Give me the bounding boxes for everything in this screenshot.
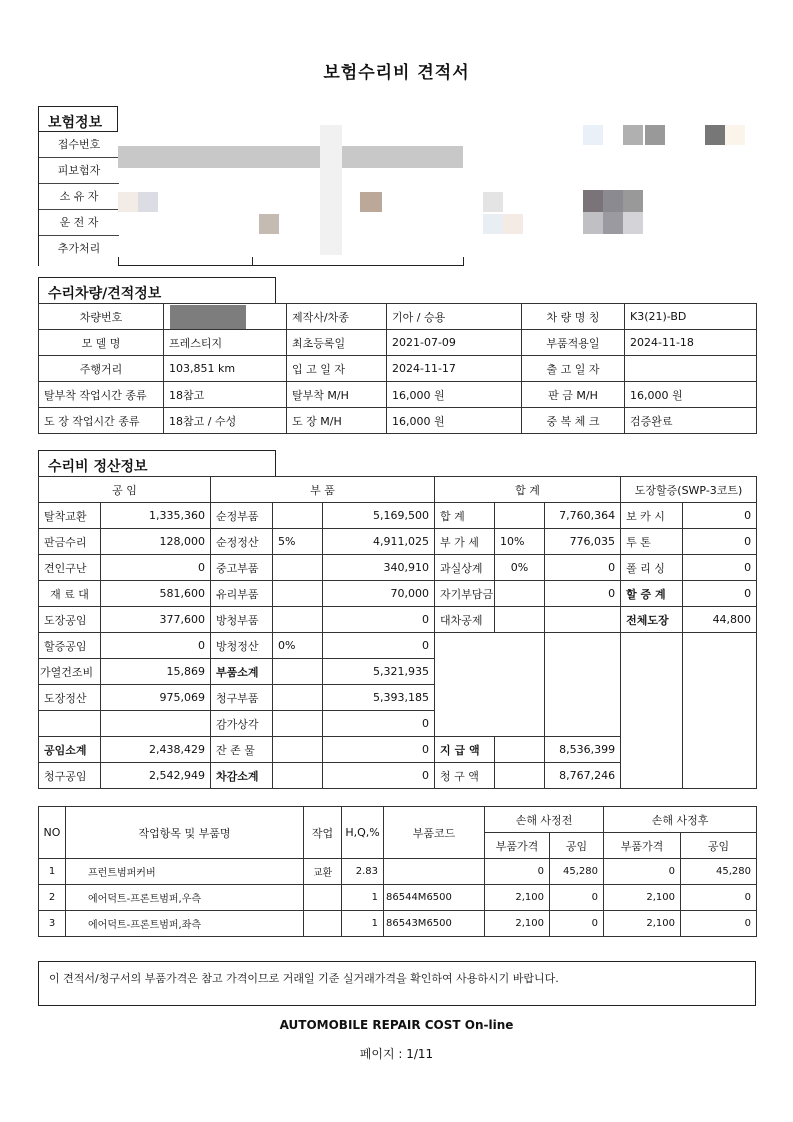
cost-label: 합 계 — [435, 503, 495, 529]
cost-rate — [273, 685, 323, 711]
row-no: 1 — [39, 859, 66, 885]
row-before-price: 0 — [485, 859, 550, 885]
cost-value: 776,035 — [545, 529, 621, 555]
detach-mh-label: 탈부착 M/H — [287, 382, 387, 408]
cost-value: 0 — [323, 711, 435, 737]
maker-label: 제작사/차종 — [287, 304, 387, 330]
cost-label: 투 톤 — [621, 529, 683, 555]
paint-time-label: 도 장 작업시간 종류 — [39, 408, 164, 434]
ins-label-extra: 추가처리 — [57, 242, 101, 255]
insurance-underline — [118, 258, 464, 266]
cost-value: 44,800 — [683, 607, 757, 633]
insurance-info — [38, 106, 464, 266]
detach-mh-value: 16,000 원 — [387, 382, 522, 408]
row-before-labor: 0 — [550, 885, 604, 911]
cost-value: 0 — [101, 555, 211, 581]
col-before: 손해 사정전 — [485, 807, 604, 833]
cost-value: 0 — [683, 581, 757, 607]
row-no: 2 — [39, 885, 66, 911]
cost-label: 부품소계 — [211, 659, 273, 685]
cost-value: 5,321,935 — [323, 659, 435, 685]
cost-value: 581,600 — [101, 581, 211, 607]
parts-date-value: 2024-11-18 — [625, 330, 757, 356]
col-hq: H,Q,% — [342, 807, 384, 859]
table-row — [39, 885, 757, 911]
col-no: NO — [39, 807, 66, 859]
cost-value: 340,910 — [323, 555, 435, 581]
cost-rate: 0% — [273, 633, 323, 659]
row-after-labor: 0 — [681, 911, 757, 937]
cost-label: 재 료 대 — [39, 581, 101, 607]
total-empty-area — [545, 633, 621, 737]
cost-rate: 0% — [495, 555, 545, 581]
vehicle-number-label: 차량번호 — [39, 304, 164, 330]
in-date-value: 2024-11-17 — [387, 356, 522, 382]
cost-label: 부 가 세 — [435, 529, 495, 555]
dup-check-value: 검증완료 — [625, 408, 757, 434]
cost-label: 지 급 액 — [435, 737, 495, 763]
out-date-value — [625, 356, 757, 382]
cost-label: 유리부품 — [211, 581, 273, 607]
cost-value: 1,335,360 — [101, 503, 211, 529]
row-item: 에어덕트-프론트범퍼,우측 — [66, 885, 304, 911]
cost-label: 대차공제 — [435, 607, 495, 633]
in-date-label: 입 고 일 자 — [287, 356, 387, 382]
cost-label: 견인구난 — [39, 555, 101, 581]
col-before-labor: 공임 — [550, 833, 604, 859]
row-code — [384, 859, 485, 885]
col-after-labor: 공임 — [681, 833, 757, 859]
cost-rate — [273, 659, 323, 685]
row-before-labor: 45,280 — [550, 859, 604, 885]
col-code: 부품코드 — [384, 807, 485, 859]
cost-value: 128,000 — [101, 529, 211, 555]
row-hq: 1 — [342, 911, 384, 937]
maker-value: 기아 / 승용 — [387, 304, 522, 330]
row-after-price: 2,100 — [604, 885, 681, 911]
cost-rate — [495, 607, 545, 633]
row-item: 프런트범퍼커버 — [66, 859, 304, 885]
row-hq: 1 — [342, 885, 384, 911]
cost-value: 0 — [323, 737, 435, 763]
row-after-labor: 0 — [681, 885, 757, 911]
labor-header: 공 임 — [39, 477, 211, 503]
cost-label: 전체도장 — [621, 607, 683, 633]
cost-value: 0 — [545, 581, 621, 607]
cost-label: 청구공임 — [39, 763, 101, 789]
row-work: 교환 — [304, 859, 342, 885]
cost-value: 0 — [545, 555, 621, 581]
cost-value: 2,438,429 — [101, 737, 211, 763]
cost-rate — [273, 763, 323, 789]
insurance-section-title: 보험정보 — [38, 106, 118, 132]
paint-mh-label: 도 장 M/H — [287, 408, 387, 434]
cost-value: 0 — [323, 763, 435, 789]
cost-rate — [273, 711, 323, 737]
cost-label: 잔 존 물 — [211, 737, 273, 763]
first-reg-value: 2021-07-09 — [387, 330, 522, 356]
cost-label: 자기부담금 — [435, 581, 495, 607]
cost-label: 중고부품 — [211, 555, 273, 581]
total-empty-area — [435, 633, 545, 737]
price-disclaimer: 이 견적서/청구서의 부품가격은 참고 가격이므로 거래일 기준 실거래가격을 확인하여 사용하시기 바랍니다. — [38, 961, 756, 1006]
row-code: 86543M6500 — [384, 911, 485, 937]
cost-rate — [273, 581, 323, 607]
cost-rate: 5% — [273, 529, 323, 555]
car-name-label: 차 량 명 칭 — [522, 304, 625, 330]
sheetmetal-mh-label: 판 금 M/H — [522, 382, 625, 408]
ins-label-receipt: 접수번호 — [39, 132, 119, 158]
cost-value: 5,393,185 — [323, 685, 435, 711]
page-number: 페이지 : 1/11 — [359, 1047, 434, 1061]
mileage-value: 103,851 km — [164, 356, 287, 382]
col-after-price: 부품가격 — [604, 833, 681, 859]
row-item: 에어덕트-프론트범퍼,좌측 — [66, 911, 304, 937]
cost-label: 탈착교환 — [39, 503, 101, 529]
cost-rate — [273, 607, 323, 633]
first-reg-label: 최초등록일 — [287, 330, 387, 356]
detach-time-label: 탈부착 작업시간 종류 — [39, 382, 164, 408]
cost-value: 0 — [323, 633, 435, 659]
total-header: 합 계 — [435, 477, 621, 503]
table-row — [39, 911, 757, 937]
cost-rate — [273, 737, 323, 763]
cost-rate — [495, 763, 545, 789]
cost-value: 7,760,364 — [545, 503, 621, 529]
cost-value: 0 — [683, 503, 757, 529]
col-after: 손해 사정후 — [604, 807, 757, 833]
cost-label — [39, 711, 101, 737]
ins-label-driver: 운 전 자 — [39, 210, 119, 236]
cost-value: 0 — [101, 633, 211, 659]
parts-date-label: 부품적용일 — [522, 330, 625, 356]
cost-label: 도장정산 — [39, 685, 101, 711]
cost-label: 할 증 계 — [621, 581, 683, 607]
col-work: 작업 — [304, 807, 342, 859]
cost-label: 순정정산 — [211, 529, 273, 555]
cost-label: 방청부품 — [211, 607, 273, 633]
cost-value: 0 — [683, 555, 757, 581]
parts-header: 부 품 — [211, 477, 435, 503]
sheetmetal-mh-value: 16,000 원 — [625, 382, 757, 408]
cost-label: 과실상계 — [435, 555, 495, 581]
row-after-labor: 45,280 — [681, 859, 757, 885]
cost-value: 4,911,025 — [323, 529, 435, 555]
row-no: 3 — [39, 911, 66, 937]
model-label: 모 델 명 — [39, 330, 164, 356]
cost-label: 감가상각 — [211, 711, 273, 737]
paint-empty-area — [683, 633, 757, 789]
paint-time-value: 18참고 / 수성 — [164, 408, 287, 434]
cost-rate: 10% — [495, 529, 545, 555]
ins-label-insured: 피보험자 — [39, 158, 119, 184]
out-date-label: 출 고 일 자 — [522, 356, 625, 382]
row-work — [304, 911, 342, 937]
cost-value: 8,536,399 — [545, 737, 621, 763]
row-before-labor: 0 — [550, 911, 604, 937]
cost-rate — [273, 503, 323, 529]
cost-label: 청구부품 — [211, 685, 273, 711]
car-name-value: K3(21)-BD — [625, 304, 757, 330]
row-before-price: 2,100 — [485, 911, 550, 937]
col-before-price: 부품가격 — [485, 833, 550, 859]
cost-label: 순정부품 — [211, 503, 273, 529]
cost-label: 청 구 액 — [435, 763, 495, 789]
row-after-price: 2,100 — [604, 911, 681, 937]
col-item: 작업항목 및 부품명 — [66, 807, 304, 859]
footer-brand: AUTOMOBILE REPAIR COST On-line — [279, 1018, 514, 1032]
cost-value: 15,869 — [101, 659, 211, 685]
cost-value: 8,767,246 — [545, 763, 621, 789]
cost-value — [101, 711, 211, 737]
row-before-price: 2,100 — [485, 885, 550, 911]
vehicle-section-title: 수리차량/견적정보 — [38, 277, 276, 304]
cost-label: 공임소계 — [39, 737, 101, 763]
cost-value: 377,600 — [101, 607, 211, 633]
cost-value: 5,169,500 — [323, 503, 435, 529]
ins-label-owner: 소 유 자 — [39, 184, 119, 210]
cost-label: 방청정산 — [211, 633, 273, 659]
cost-rate — [495, 581, 545, 607]
cost-value: 975,069 — [101, 685, 211, 711]
model-value: 프레스티지 — [164, 330, 287, 356]
table-row — [39, 859, 757, 885]
mileage-label: 주행거리 — [39, 356, 164, 382]
document-title: 보험수리비 견적서 — [323, 63, 470, 83]
paint-surcharge-header: 도장할증(SWP-3코트) — [621, 477, 757, 503]
cost-value: 0 — [323, 607, 435, 633]
cost-label: 가열건조비 — [39, 659, 101, 685]
cost-rate — [273, 555, 323, 581]
cost-section-title: 수리비 정산정보 — [38, 450, 276, 477]
paint-mh-value: 16,000 원 — [387, 408, 522, 434]
detach-time-value: 18참고 — [164, 382, 287, 408]
cost-label: 보 카 시 — [621, 503, 683, 529]
cost-value: 0 — [683, 529, 757, 555]
vehicle-number-value — [164, 304, 287, 330]
row-code: 86544M6500 — [384, 885, 485, 911]
cost-value — [545, 607, 621, 633]
cost-label: 차감소계 — [211, 763, 273, 789]
cost-rate — [495, 503, 545, 529]
cost-table — [38, 476, 757, 789]
dup-check-label: 중 복 체 크 — [522, 408, 625, 434]
cost-label: 판금수리 — [39, 529, 101, 555]
cost-label: 할증공임 — [39, 633, 101, 659]
paint-empty-area — [621, 633, 683, 789]
cost-rate — [495, 737, 545, 763]
row-work — [304, 885, 342, 911]
row-hq: 2.83 — [342, 859, 384, 885]
cost-value: 70,000 — [323, 581, 435, 607]
row-after-price: 0 — [604, 859, 681, 885]
cost-label: 폴 리 싱 — [621, 555, 683, 581]
vehicle-table — [38, 303, 757, 434]
cost-label: 도장공임 — [39, 607, 101, 633]
cost-value: 2,542,949 — [101, 763, 211, 789]
items-table — [38, 806, 757, 937]
